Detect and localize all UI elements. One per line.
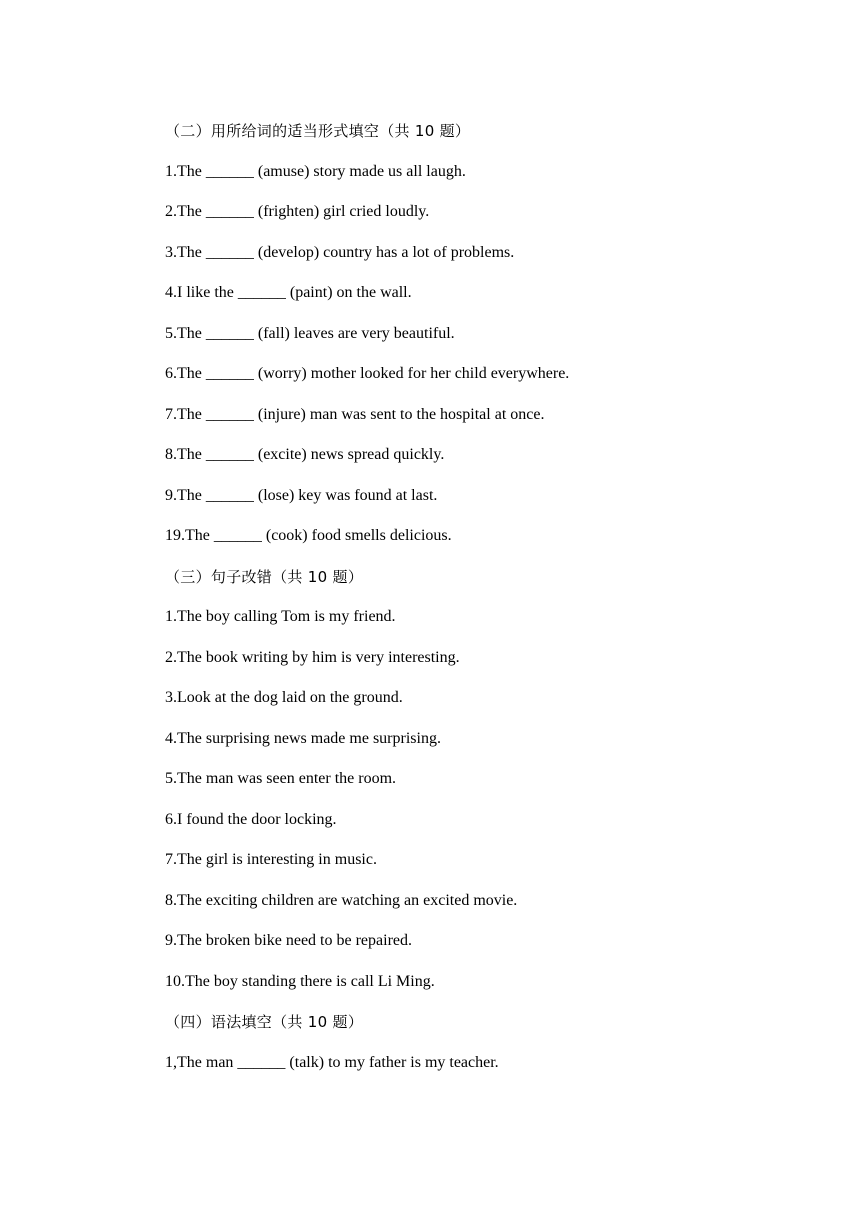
section-heading: （四）语法填空（共 10 题） bbox=[165, 1013, 364, 1031]
exercise-content bbox=[165, 118, 785, 1090]
exercise-item: 3.Look at the dog laid on the ground. bbox=[165, 689, 403, 706]
exercise-item: 7.The ______ (injure) man was sent to the hospital at once. bbox=[165, 405, 545, 423]
exercise-item: 8.The ______ (excite) news spread quickly. bbox=[165, 446, 445, 463]
exercise-item: 9.The broken bike need to be repaired. bbox=[165, 932, 413, 949]
exercise-item: 8.The exciting children are watching an excited movie. bbox=[165, 891, 518, 909]
exercise-item: 1.The boy calling Tom is my friend. bbox=[165, 608, 396, 625]
exercise-item: 6.The ______ (worry) mother looked for her child everywhere. bbox=[165, 365, 570, 382]
exercise-item: 3.The ______ (develop) country has a lot of problems. bbox=[165, 243, 515, 261]
exercise-item: 1.The ______ (amuse) story made us all laugh. bbox=[165, 162, 466, 180]
exercise-item: 1,The man ______ (talk) to my father is my teacher. bbox=[165, 1053, 499, 1071]
exercise-item: 19.The ______ (cook) food smells delicious. bbox=[165, 527, 452, 544]
exercise-item: 7.The girl is interesting in music. bbox=[165, 851, 377, 868]
exercise-item: 2.The ______ (frighten) girl cried loudly. bbox=[165, 203, 430, 220]
section-heading: （三）句子改错（共 10 题） bbox=[165, 567, 364, 586]
section-grammar-fill-in bbox=[165, 1009, 785, 1090]
exercise-item: 2.The book writing by him is very interesting. bbox=[165, 648, 460, 666]
exercise-item: 9.The ______ (lose) key was found at last. bbox=[165, 486, 438, 504]
exercise-item: 4.I like the ______ (paint) on the wall. bbox=[165, 284, 412, 301]
section-heading: （二）用所给词的适当形式填空（共 10 题） bbox=[165, 122, 471, 140]
exercise-item: 6.I found the door locking. bbox=[165, 810, 337, 828]
exercise-item: 5.The man was seen enter the room. bbox=[165, 770, 397, 787]
section-fill-in-word-forms bbox=[165, 118, 785, 564]
exercise-item: 5.The ______ (fall) leaves are very beautiful. bbox=[165, 324, 455, 342]
section-sentence-correction bbox=[165, 564, 785, 1010]
exercise-item: 4.The surprising news made me surprising. bbox=[165, 729, 441, 747]
exercise-item: 10.The boy standing there is call Li Ming. bbox=[165, 972, 435, 990]
